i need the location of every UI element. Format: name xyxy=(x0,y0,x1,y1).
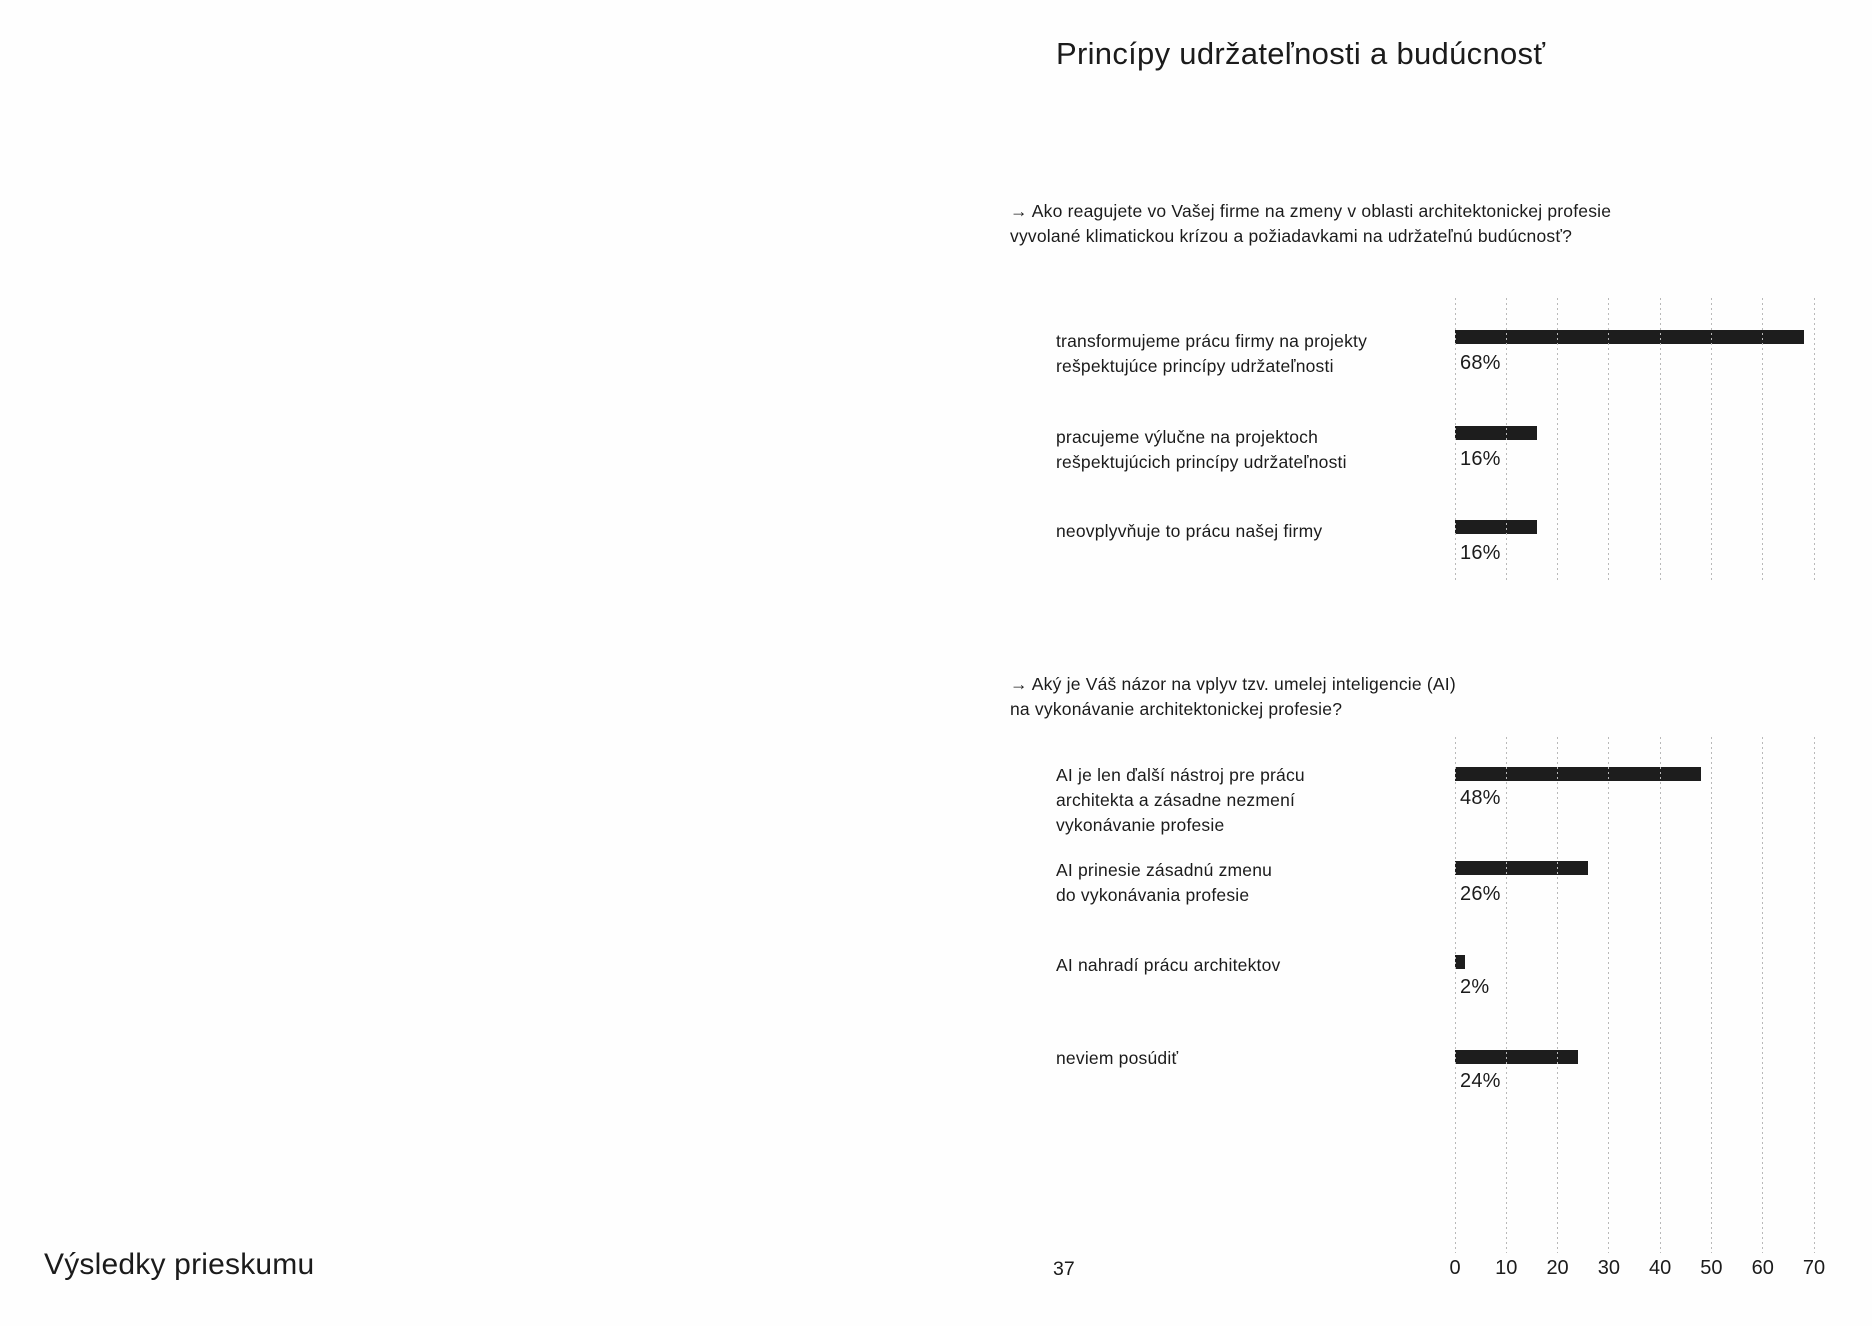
gridline xyxy=(1762,737,1763,1253)
bar-label xyxy=(1056,1046,1178,1071)
bar-value-label: 48% xyxy=(1460,787,1501,809)
gridline xyxy=(1814,298,1815,582)
bar-value-label: 26% xyxy=(1460,883,1501,905)
x-axis-tick-label: 10 xyxy=(1495,1257,1518,1279)
gridline xyxy=(1711,298,1712,582)
sustainability-chart-plot xyxy=(1455,298,1814,582)
x-axis-tick-label: 30 xyxy=(1597,1257,1620,1279)
bar-label-line: neovplyvňuje to prácu našej firmy xyxy=(1056,521,1323,541)
bar-value-label: 16% xyxy=(1460,448,1501,470)
bar xyxy=(1455,861,1588,875)
bar-value-label: 2% xyxy=(1460,976,1490,998)
gridline xyxy=(1557,737,1558,1253)
question-line: na vykonávanie architektonickej profesie? xyxy=(1010,699,1343,719)
bar-label-line: rešpektujúce princípy udržateľnosti xyxy=(1056,356,1334,376)
bar-label-line: neviem posúdiť xyxy=(1056,1048,1179,1068)
bar-label-line: AI nahradí prácu architektov xyxy=(1056,955,1281,975)
bar-value-label: 68% xyxy=(1460,352,1501,374)
x-axis-tick-label: 50 xyxy=(1700,1257,1723,1279)
bar-label xyxy=(1056,329,1367,379)
x-axis-tick-label: 60 xyxy=(1751,1257,1774,1279)
gridline xyxy=(1608,737,1609,1253)
bar-label-line: pracujeme výlučne na projektoch xyxy=(1056,427,1319,447)
gridline xyxy=(1608,298,1609,582)
question-line: vyvolané klimatickou krízou a požiadavkami na udržateľnú budúcnosť? xyxy=(1010,226,1573,246)
question-line: → Ako reagujete vo Vašej firme na zmeny v oblasti architektonickej profesie xyxy=(1010,201,1612,221)
bar xyxy=(1455,767,1701,781)
bar-label-line: rešpektujúcich princípy udržateľnosti xyxy=(1056,452,1347,472)
bar xyxy=(1455,1050,1578,1064)
x-axis-tick-label: 20 xyxy=(1546,1257,1569,1279)
gridline xyxy=(1455,298,1456,582)
gridline xyxy=(1814,737,1815,1253)
bar-label xyxy=(1056,519,1322,544)
bar-label-line: vykonávanie profesie xyxy=(1056,815,1225,835)
gridline xyxy=(1455,737,1456,1253)
gridline xyxy=(1557,298,1558,582)
ai-impact-chart-plot xyxy=(1455,737,1814,1253)
gridline xyxy=(1762,298,1763,582)
bar-label-line: architekta a zásadne nezmení xyxy=(1056,790,1296,810)
bar xyxy=(1455,520,1537,534)
question-line: → Aký je Váš názor na vplyv tzv. umelej inteligencie (AI) xyxy=(1010,674,1456,694)
gridline xyxy=(1660,737,1661,1253)
x-axis xyxy=(1449,1257,1826,1283)
bar-label-line: do vykonávania profesie xyxy=(1056,885,1250,905)
bar-label xyxy=(1056,953,1280,978)
page-title: Princípy udržateľnosti a budúcnosť xyxy=(1056,36,1546,71)
bar xyxy=(1455,955,1465,969)
gridline xyxy=(1506,298,1507,582)
gridline xyxy=(1711,737,1712,1253)
page-number: 37 xyxy=(1053,1258,1075,1280)
bar xyxy=(1455,330,1804,344)
x-axis-tick-label: 0 xyxy=(1449,1257,1461,1279)
question-sustainability xyxy=(1010,199,1611,249)
footer-section-title: Výsledky prieskumu xyxy=(44,1248,315,1281)
bar-label-line: AI je len ďalší nástroj pre prácu xyxy=(1056,765,1305,785)
question-ai xyxy=(1010,672,1456,722)
bar-value-label: 16% xyxy=(1460,542,1501,564)
bar xyxy=(1455,426,1537,440)
x-axis-tick-label: 70 xyxy=(1802,1257,1826,1279)
x-axis-tick-label: 40 xyxy=(1649,1257,1672,1279)
bar-label-line: transformujeme prácu firmy na projekty xyxy=(1056,331,1368,351)
gridline xyxy=(1660,298,1661,582)
bar-value-label: 24% xyxy=(1460,1070,1501,1092)
bar-label xyxy=(1056,763,1305,838)
bar-label xyxy=(1056,858,1272,908)
bar-label xyxy=(1056,425,1347,475)
gridline xyxy=(1506,737,1507,1253)
bar-label-line: AI prinesie zásadnú zmenu xyxy=(1056,860,1273,880)
